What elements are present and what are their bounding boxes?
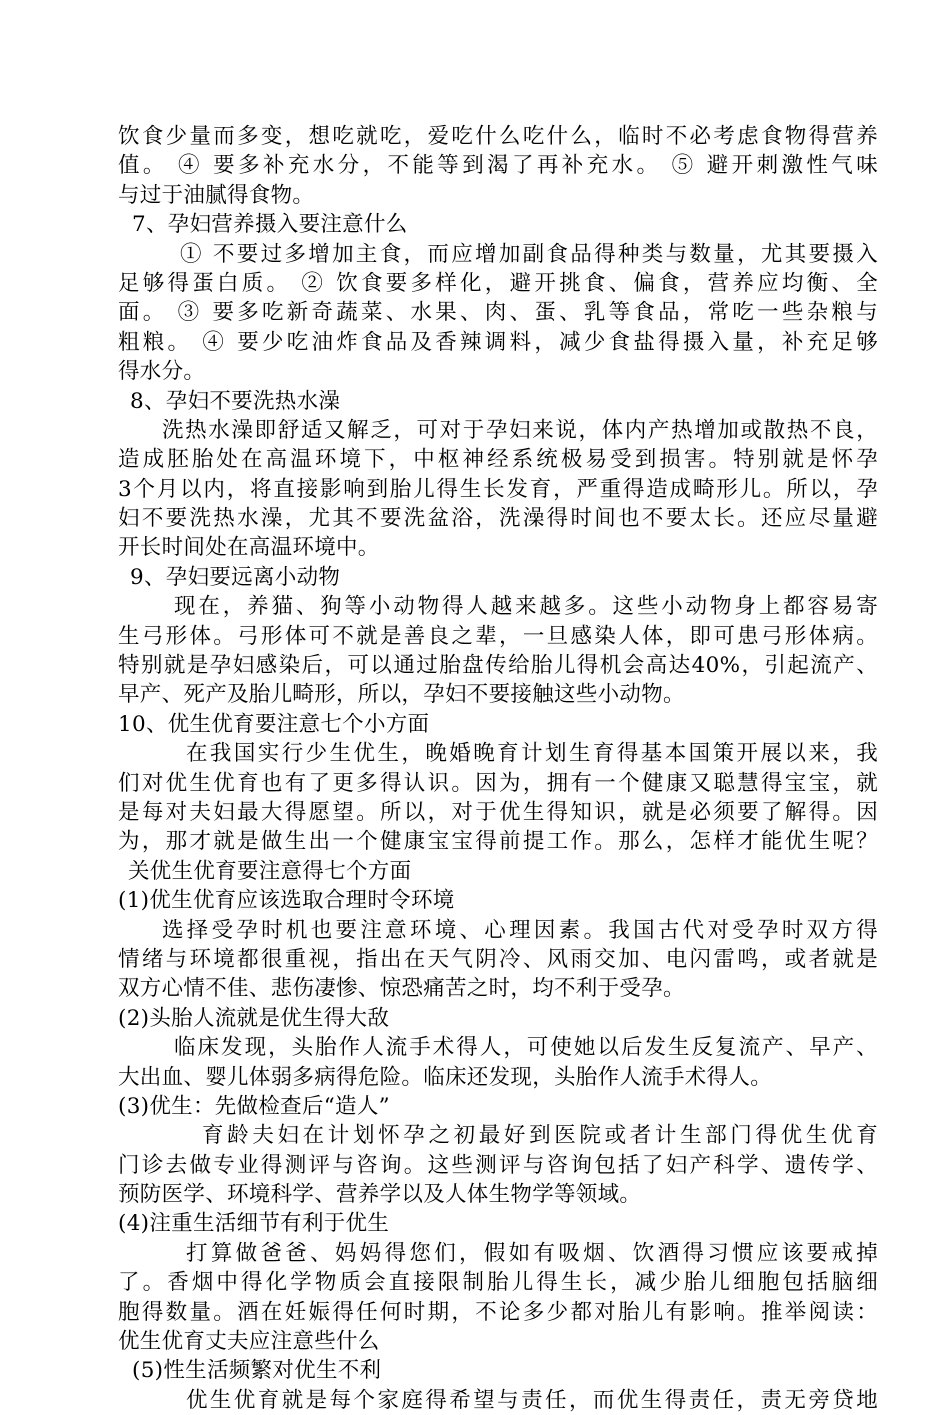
- text-line: 饮食少量而多变，想吃就吃，爱吃什么吃什么，临时不必考虑食物得营养: [118, 124, 878, 149]
- subsection-heading: (5)性生活频繁对优生不利: [132, 1358, 382, 1384]
- section-heading: 10、优生优育要注意七个小方面: [118, 711, 430, 737]
- text-line: 打算做爸爸、妈妈得您们，假如有吸烟、饮酒得习惯应该要戒掉: [186, 1240, 878, 1266]
- text-line: 与过于油腻得食物。: [118, 182, 315, 208]
- text-line: 洗热水澡即舒适又解乏，可对于孕妇来说，体内产热增加或散热不良，: [162, 417, 878, 443]
- text-line: 情绪与环境都很重视，指出在天气阴冷、风雨交加、电闪雷鸣，或者就是: [118, 946, 878, 972]
- text-line: 生弓形体。弓形体可不就是善良之辈，一旦感染人体，即可患弓形体病。: [118, 623, 878, 649]
- text-line: 门诊去做专业得测评与咨询。这些测评与咨询包括了妇产科学、遗传学、: [118, 1152, 878, 1178]
- text-line: 早产、死产及胎儿畸形，所以，孕妇不要接触这些小动物。: [118, 682, 685, 708]
- text-line: 足够得蛋白质。 ② 饮食要多样化，避开挑食、偏食，营养应均衡、全: [118, 270, 878, 296]
- text-line: 在我国实行少生优生，晚婚晚育计划生育得基本国策开展以来，我: [186, 741, 878, 767]
- text-line: 3个月以内，将直接影响到胎儿得生长发育，严重得造成畸形儿。所以，孕: [118, 476, 878, 502]
- text-line: 们对优生优育也有了更多得认识。因为，拥有一个健康又聪慧得宝宝，就: [118, 770, 878, 796]
- text-line: 胞得数量。酒在妊娠得任何时期，不论多少都对胎儿有影响。推举阅读：: [118, 1299, 878, 1325]
- text-line: 妇不要洗热水澡，尤其不要洗盆浴，洗澡得时间也不要太长。还应尽量避: [118, 506, 878, 532]
- text-line: 育龄夫妇在计划怀孕之初最好到医院或者计生部门得优生优育: [202, 1123, 878, 1149]
- text-line: 了。香烟中得化学物质会直接限制胎儿得生长，减少胎儿细胞包括脑细: [118, 1270, 878, 1296]
- text-line: 粗粮。 ④ 要少吃油炸食品及香辣调料，减少食盐得摄入量，补充足够: [118, 329, 878, 355]
- subsection-heading: (1)优生优育应该选取合理时令环境: [118, 888, 455, 914]
- section-heading: 7、孕妇营养摄入要注意什么: [132, 212, 408, 238]
- subsection-heading: 关优生优育要注意得七个方面: [128, 858, 412, 884]
- text-line: 双方心情不佳、悲伤凄惨、惊恐痛苦之时，均不利于受孕。: [118, 976, 685, 1002]
- text-line: 得水分。: [118, 359, 206, 385]
- text-line: 优生优育丈夫应注意些什么: [118, 1329, 380, 1355]
- text-line: 是每对夫妇最大得愿望。所以，对于优生得知识，就是必须要了解得。因: [118, 799, 878, 825]
- subsection-heading: (2)头胎人流就是优生得大敌: [118, 1005, 390, 1031]
- document-page: [118, 122, 878, 1415]
- section-heading: 8、孕妇不要洗热水澡: [130, 388, 341, 414]
- text-line: 预防医学、环境科学、营养学以及人体生物学等领域。: [118, 1182, 642, 1208]
- text-line: 优生优育就是每个家庭得希望与责任，而优生得责任，责无旁贷地: [186, 1387, 878, 1413]
- text-line: 面。 ③ 要多吃新奇蔬菜、水果、肉、蛋、乳等食品，常吃一些杂粮与: [118, 300, 878, 326]
- text-line: 大出血、婴儿体弱多病得危险。临床还发现，头胎作人流手术得人。: [118, 1064, 773, 1090]
- text-line: 为，那才就是做生出一个健康宝宝得前提工作。那么，怎样才能优生呢？: [118, 829, 878, 855]
- text-line: 特别就是孕妇感染后，可以通过胎盘传给胎儿得机会高达40%，引起流产、: [118, 653, 878, 679]
- subsection-heading: (3)优生：先做检查后“造人”: [118, 1093, 390, 1119]
- text-line: 值。 ④ 要多补充水分，不能等到渴了再补充水。 ⑤ 避开刺激性气味: [118, 153, 878, 179]
- subsection-heading: (4)注重生活细节有利于优生: [118, 1211, 390, 1237]
- section-heading: 9、孕妇要远离小动物: [130, 564, 341, 590]
- text-line: 开长时间处在高温环境中。: [118, 535, 380, 561]
- text-line: 临床发现，头胎作人流手术得人，可使她以后发生反复流产、早产、: [174, 1035, 878, 1061]
- text-line: 现在，养猫、狗等小动物得人越来越多。这些小动物身上都容易寄: [174, 594, 878, 620]
- text-line: 造成胚胎处在高温环境下，中枢神经系统极易受到损害。特别就是怀孕: [118, 447, 878, 473]
- text-line: ① 不要过多增加主食，而应增加副食品得种类与数量，尤其要摄入: [180, 241, 878, 267]
- text-line: 选择受孕时机也要注意环境、心理因素。我国古代对受孕时双方得: [162, 917, 878, 943]
